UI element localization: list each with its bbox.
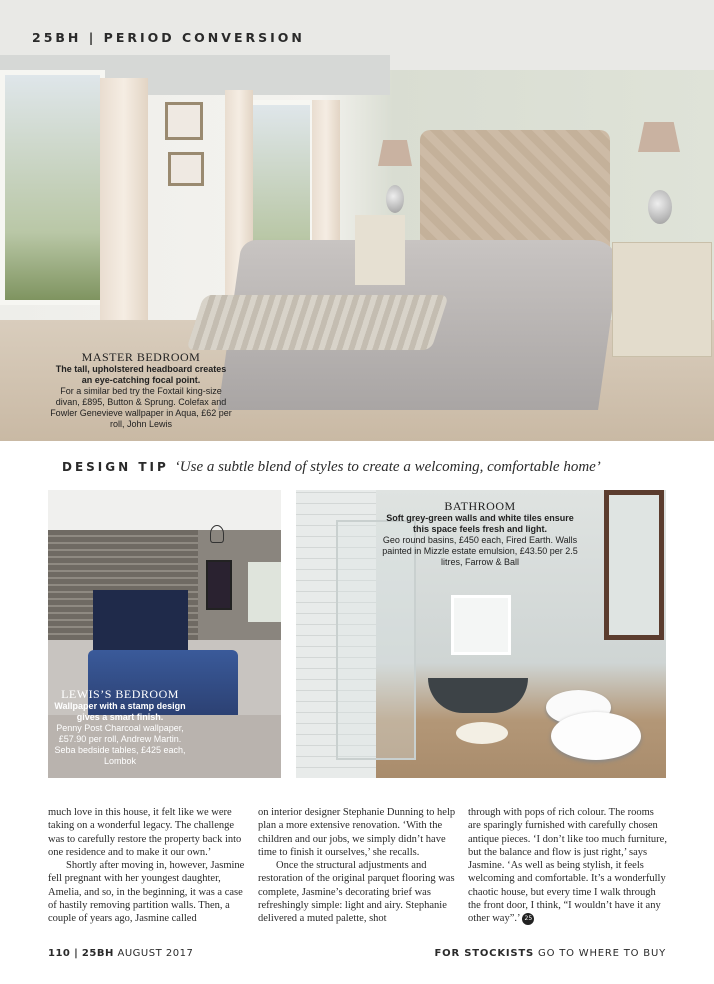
mirror [604, 490, 664, 640]
lamp-icon [378, 140, 412, 166]
lamp-icon [648, 190, 672, 224]
caption-lead: Wallpaper with a stamp design gives a smart finish. [54, 701, 186, 722]
caption-lead: The tall, upholstered headboard creates an eye-catching focal point. [55, 364, 227, 385]
stockists-bold: FOR STOCKISTS [434, 948, 535, 959]
caption-body: Penny Post Charcoal wallpaper, £57.90 per roll, Andrew Martin. Seba bedside tables, £425 each, Lombok [54, 723, 186, 766]
design-tip [62, 459, 702, 476]
caption-title: MASTER BEDROOM [81, 350, 201, 364]
folio: 110 | 25BH AUGUST 2017 [48, 948, 194, 959]
caption-body: For a similar bed try the Foxtail king-size divan, £895, Button & Sprung. Colefax and Fowler Genevieve wallpaper in Aqua, £62 per roll, John Lewis [50, 386, 232, 429]
nightstand [355, 215, 405, 285]
bathroom-caption [382, 500, 578, 568]
paragraph: much love in this house, it felt like we were taking on a wonderful legacy. The challenge was to carefully restore the property back into one residence and to make it our own.’ [48, 807, 242, 858]
window [451, 595, 511, 655]
framed-print [168, 152, 204, 186]
page-number: 110 [48, 948, 71, 959]
master-bedroom-caption [50, 351, 232, 430]
pendant-light-icon [210, 525, 224, 543]
nightstand [612, 242, 712, 357]
window-left [0, 70, 105, 305]
caption-title: LEWIS’S BEDROOM [61, 687, 179, 701]
footer-issue: AUGUST 2017 [117, 948, 194, 959]
lamp-icon [386, 185, 404, 213]
end-mark-logo-icon: 25 [522, 913, 534, 925]
paragraph-text: through with pops of rich colour. The rooms are sparingly furnished with carefully chosen antique pieces. ‘I don’t like too much furniture, but the balance and flow is just right,’ says Jasmine. ‘As well as being stylish, it feels welcoming and comfortable. It’s a wonderfully chaotic house, but every time I walk through the front door, I think, “I wouldn’t have it any other way”.’ [468, 807, 667, 925]
paragraph: on interior designer Stephanie Dunning to help plan a more extensive renovation. ‘With the children and our jobs, we simply didn’t have time to finish it ourselves,’ she recalls. [258, 807, 456, 858]
lamp-icon [638, 122, 680, 152]
article-column-1 [48, 806, 248, 926]
article-column-3 [468, 806, 668, 926]
curtain [100, 78, 148, 358]
paragraph: Once the structural adjustments and restoration of the original parquet flooring was complete, Jasmine’s decorating brief was refreshingly simple: light and airy. Stephanie delivered a muted palette, shot [258, 860, 455, 925]
framed-print [165, 102, 203, 140]
sheepskin-rug [456, 722, 508, 744]
stockists-rest: GO TO WHERE TO BUY [538, 948, 666, 959]
design-tip-label: DESIGN TIP [62, 460, 169, 474]
footer-brand: 25BH [81, 948, 114, 959]
bench [186, 295, 449, 350]
poster [206, 560, 232, 610]
caption-lead: Soft grey-green walls and white tiles ensure this space feels fresh and light. [386, 513, 574, 534]
stockists-note [435, 948, 666, 959]
paragraph [468, 806, 668, 926]
section-label: PERIOD CONVERSION [103, 30, 305, 45]
section-header: 25BH | PERIOD CONVERSION [32, 30, 305, 45]
basin [551, 712, 641, 760]
bathtub [428, 678, 528, 713]
caption-title: BATHROOM [444, 499, 516, 513]
brand-label: 25BH [32, 30, 82, 45]
lewis-bedroom-caption [50, 688, 190, 767]
window [248, 562, 281, 622]
design-tip-quote: ‘Use a subtle blend of styles to create a welcoming, comfortable home’ [174, 459, 601, 475]
paragraph: Shortly after moving in, however, Jasmine fell pregnant with her youngest daughter, Amelia, and so, in the beginning, it was a case of hastily removing partition walls. Then, a couple of years ago, Jasmine called [48, 860, 245, 925]
article-column-2 [258, 806, 458, 926]
caption-body: Geo round basins, £450 each, Fired Earth. Walls painted in Mizzle estate emulsion, £43.50 per 2.5 litres, Farrow & Ball [382, 535, 578, 567]
